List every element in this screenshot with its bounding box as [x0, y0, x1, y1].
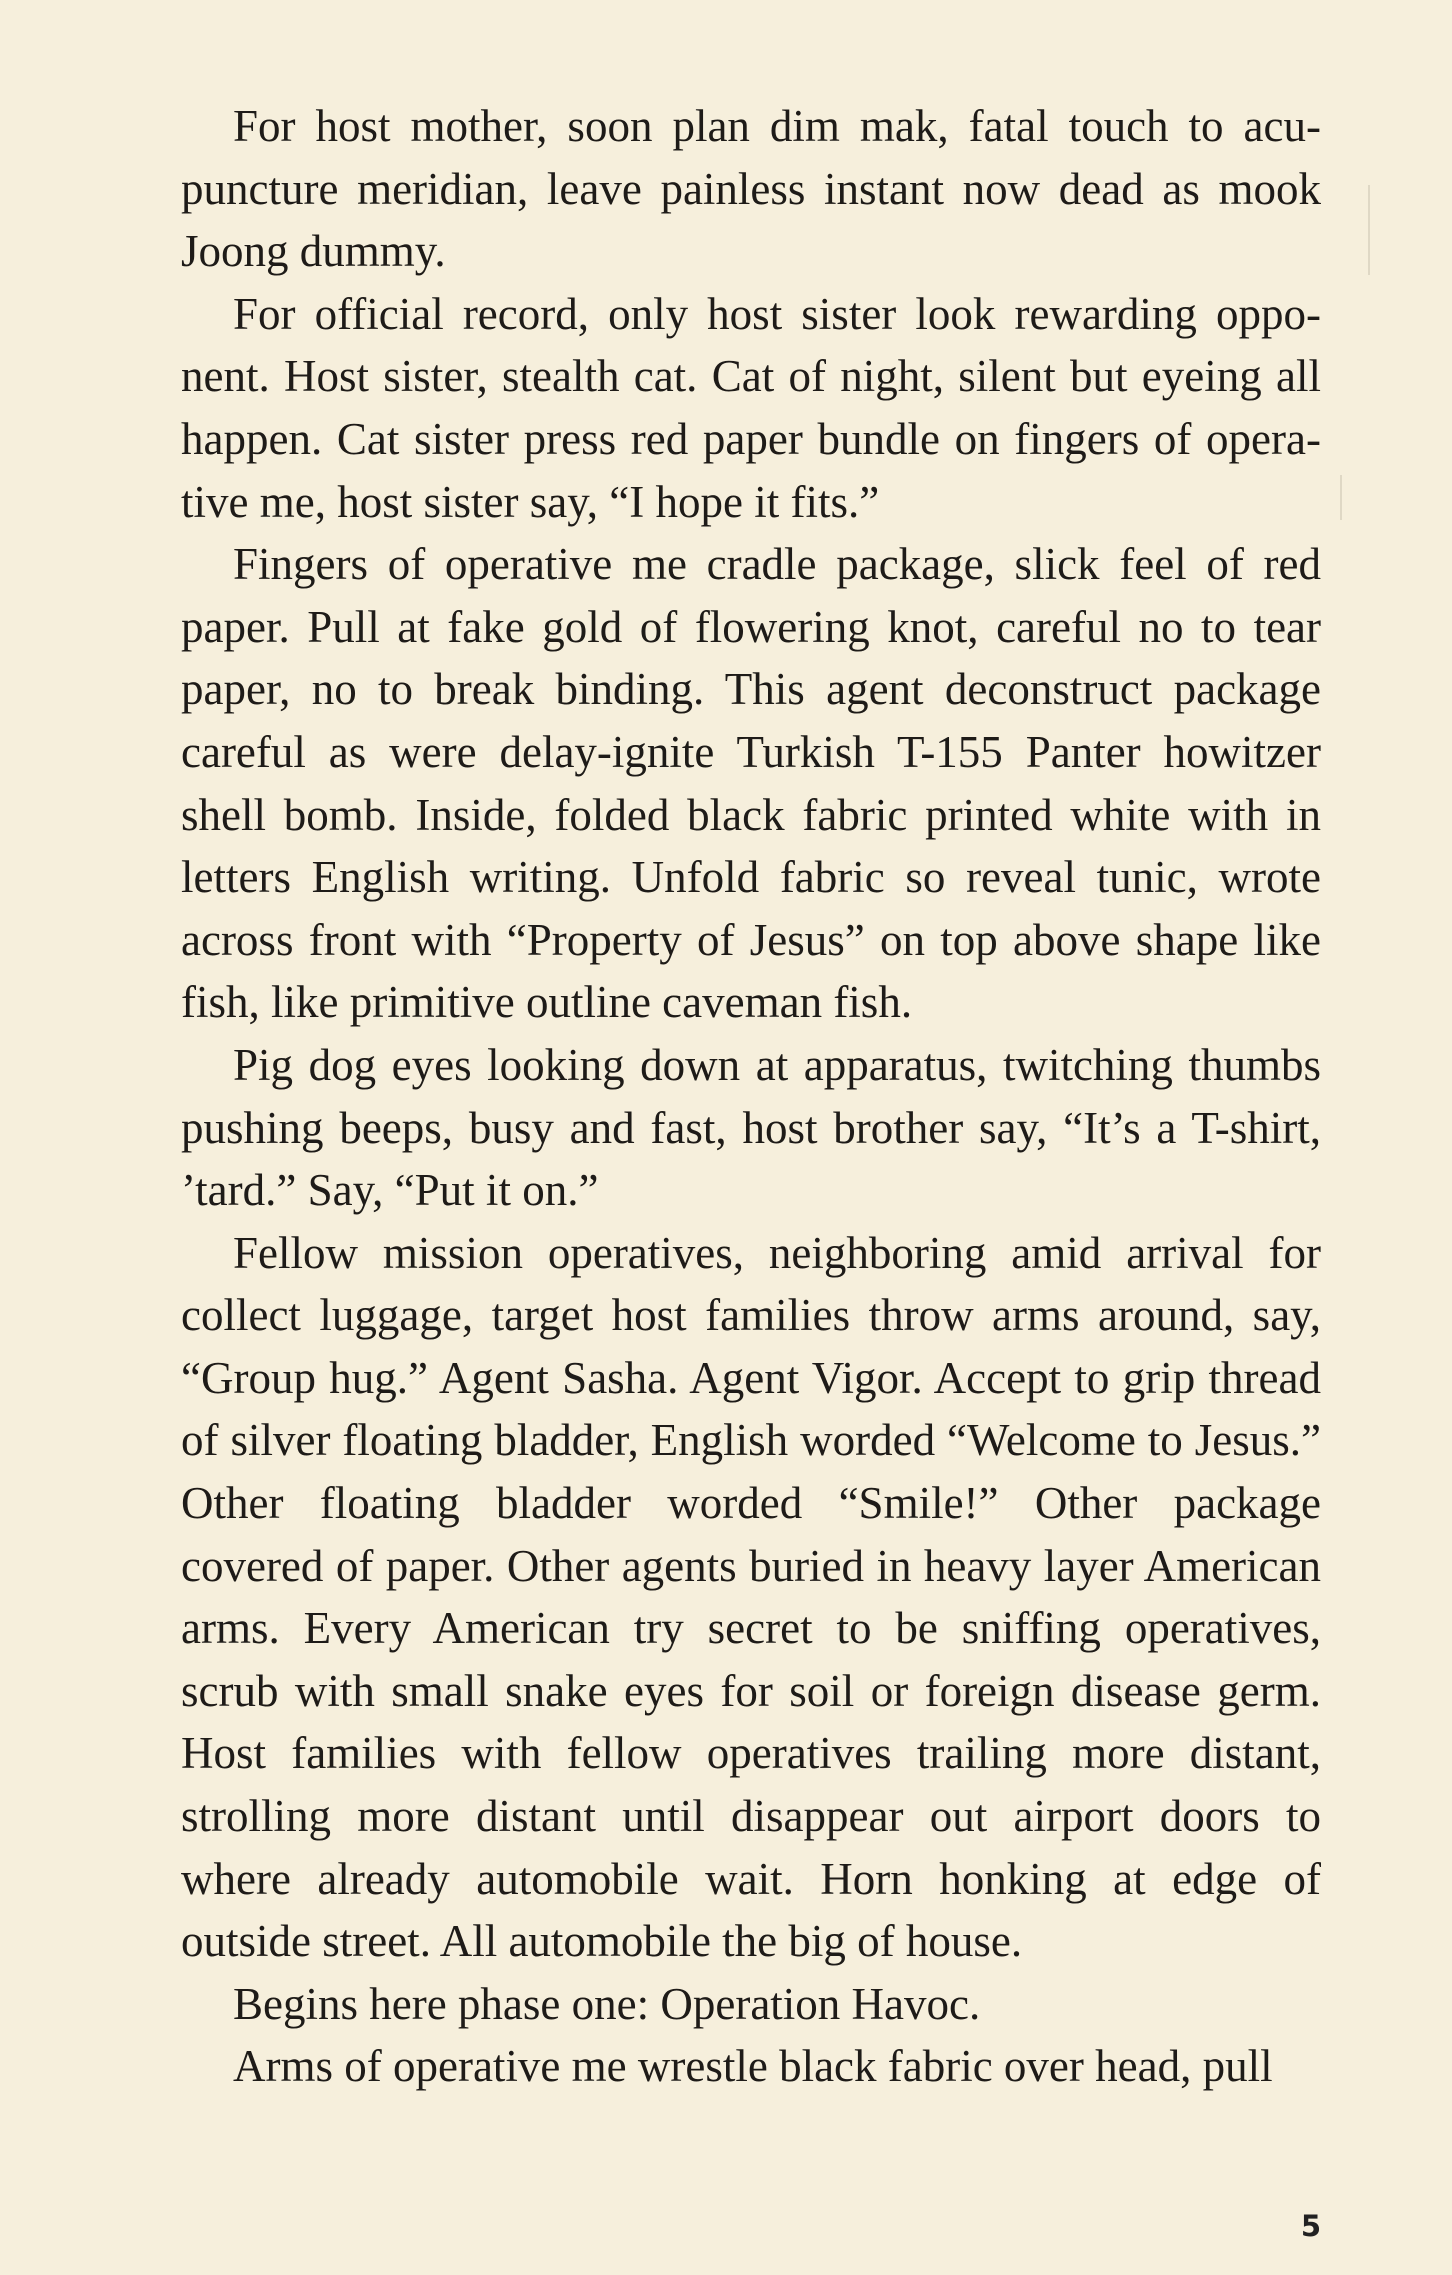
paragraph: Fingers of operative me cradle package, slick feel of red paper. Pull at fake gold of flowering knot, careful no to tear paper, no to break binding. This agent deconstruct package careful as were delay-ignite Turkish T-155 Panter howitzer shell bomb. Inside, folded black fabric printed white with in letters English writing. Unfold fabric so reveal tunic, wrote across front with “Property of Jesus” on top above shape like fish, like primitive outline caveman fish. [181, 539, 1321, 1028]
paragraph: Begins here phase one: Operation Havoc. [233, 1978, 981, 2029]
page-number: 5 [1300, 2209, 1321, 2243]
paragraph: For host mother, soon plan dim mak, fatal touch to acupuncture meridian, leave painless instant now dead as mook Joong dummy. [181, 101, 1321, 277]
body-text [181, 95, 1321, 2098]
paragraph: For official record, only host sister look rewarding opponent. Host sister, stealth cat. Cat of night, silent but eyeing all happen. Cat sister press red paper bundle on fingers of operative me, host sister say, “I hope it fits.” [181, 288, 1321, 527]
paragraph: Arms of operative me wrestle black fabric over head, pull [233, 2041, 1273, 2092]
show-through-mark [1340, 475, 1342, 520]
paragraph: Pig dog eyes looking down at apparatus, twitching thumbs pushing beeps, busy and fast, host brother say, “It’s a T-shirt, ’tard.” Say, “Put it on.” [181, 1039, 1321, 1216]
show-through-mark [1368, 185, 1370, 275]
paragraph: Fellow mission operatives, neighboring amid arrival for collect luggage, target host families throw arms around, say, “Group hug.” Agent Sasha. Agent Vigor. Accept to grip thread of silver floating bladder, English worded “Welcome to Jesus.” Other floating bladder worded “Smile!” Other package covered of paper. Other agents buried in heavy layer American arms. Every American try secret to be sniffing operatives, scrub with small snake eyes for soil or foreign disease germ. Host families with fellow operatives trailing more distant, strolling more distant until disappear out airport doors to where already automobile wait. Horn honking at edge of outside street. All automobile the big of house. [181, 1227, 1321, 1967]
